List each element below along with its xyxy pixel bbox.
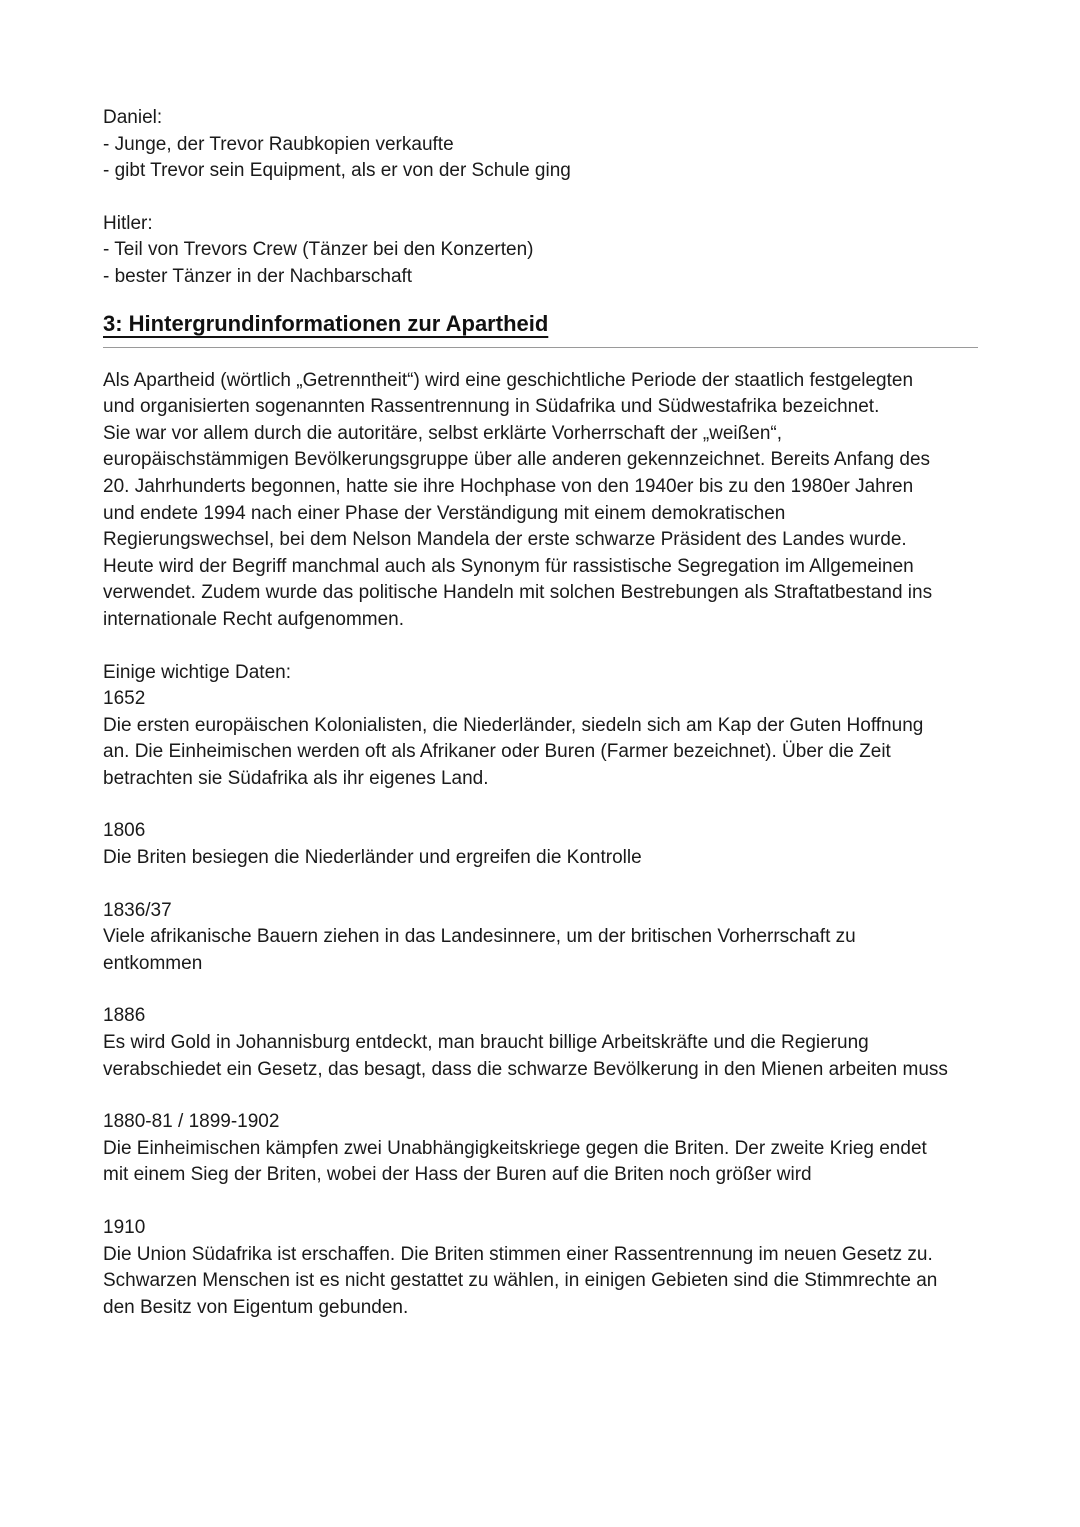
intro-line: Heute wird der Begriff manchmal auch als Synonym für rassistische Segregation im Allgemeinen [103,555,914,577]
document-page [103,105,978,1321]
date-text: betrachten sie Südafrika als ihr eigenes Land. [103,767,489,789]
character-name: Hitler: [103,212,153,234]
intro-line: und endete 1994 nach einer Phase der Verständigung mit einem demokratischen [103,502,786,524]
character-point: - gibt Trevor sein Equipment, als er von der Schule ging [103,160,571,182]
character-block-daniel [103,105,978,185]
date-text: verabschiedet ein Gesetz, das besagt, dass die schwarze Bevölkerung in den Mienen arbeiten muss [103,1058,948,1080]
character-point: - Teil von Trevors Crew (Tänzer bei den Konzerten) [103,239,534,261]
date-text: mit einem Sieg der Briten, wobei der Hass der Buren auf die Briten noch größer wird [103,1164,812,1186]
character-name: Daniel: [103,107,163,128]
intro-line: internationale Recht aufgenommen. [103,608,405,630]
date-text: Schwarzen Menschen ist es nicht gestattet zu wählen, in einigen Gebieten sind die Stimmrechte an [103,1270,938,1292]
date-year: 1910 [103,1217,146,1238]
date-year: 1806 [103,820,146,842]
character-point: - bester Tänzer in der Nachbarschaft [103,265,413,287]
date-text: Viele afrikanische Bauern ziehen in das Landesinnere, um der britischen Vorherrschaft zu [103,926,856,948]
date-text: entkommen [103,952,203,974]
date-text: Die Einheimischen kämpfen zwei Unabhängigkeitskriege gegen die Briten. Der zweite Krieg endet [103,1137,927,1159]
intro-line: 20. Jahrhunderts begonnen, hatte sie ihre Hochphase von den 1940er bis zu den 1980er Jahren [103,475,914,497]
date-text: an. Die Einheimischen werden oft als Afrikaner oder Buren (Farmer bezeichnet). Über die Zeit [103,741,891,763]
date-year: 1880-81 / 1899-1902 [103,1111,280,1133]
character-point: - Junge, der Trevor Raubkopien verkaufte [103,133,454,155]
date-entry-1880-1902 [103,1109,978,1189]
date-text: Die Union Südafrika ist erschaffen. Die Briten stimmen einer Rassentrennung im neuen Gesetz zu. [103,1243,933,1265]
date-year: 1836/37 [103,899,172,921]
section-heading-rule [103,309,978,348]
intro-line: Regierungswechsel, bei dem Nelson Mandela der erste schwarze Präsident des Landes wurde. [103,529,907,551]
date-text: Die ersten europäischen Kolonialisten, die Niederländer, siedeln sich am Kap der Guten Hoffnung [103,714,924,736]
date-entry-1652 [103,686,978,792]
date-text: Die Briten besiegen die Niederländer und ergreifen die Kontrolle [103,847,642,869]
intro-line: Als Apartheid (wörtlich „Getrenntheit“) wird eine geschichtliche Periode der staatlich festgelegten [103,369,914,391]
date-text: Es wird Gold in Johannisburg entdeckt, man braucht billige Arbeitskräfte und die Regierung [103,1032,869,1054]
dates-label: Einige wichtige Daten: [103,661,291,683]
date-entry-1806 [103,818,978,871]
intro-line: Sie war vor allem durch die autoritäre, selbst erklärte Vorherrschaft der „weißen“, [103,422,782,444]
intro-line: und organisierten sogenannten Rassentrennung in Südafrika und Südwestafrika bezeichnet. [103,396,880,418]
date-text: den Besitz von Eigentum gebunden. [103,1296,409,1318]
intro-paragraph [103,368,978,634]
character-block-hitler [103,211,978,291]
intro-line: verwendet. Zudem wurde das politische Handeln mit solchen Bestrebungen als Straftatbestand ins [103,582,933,604]
date-year: 1652 [103,688,146,710]
section-heading: 3: Hintergrundinformationen zur Apartheid [103,310,549,336]
date-entry-1886 [103,1003,978,1083]
date-entry-1836 [103,898,978,978]
intro-line: europäischstämmigen Bevölkerungsgruppe über alle anderen gekennzeichnet. Bereits Anfang des [103,449,931,471]
date-entry-1910 [103,1215,978,1321]
date-year: 1886 [103,1005,146,1027]
